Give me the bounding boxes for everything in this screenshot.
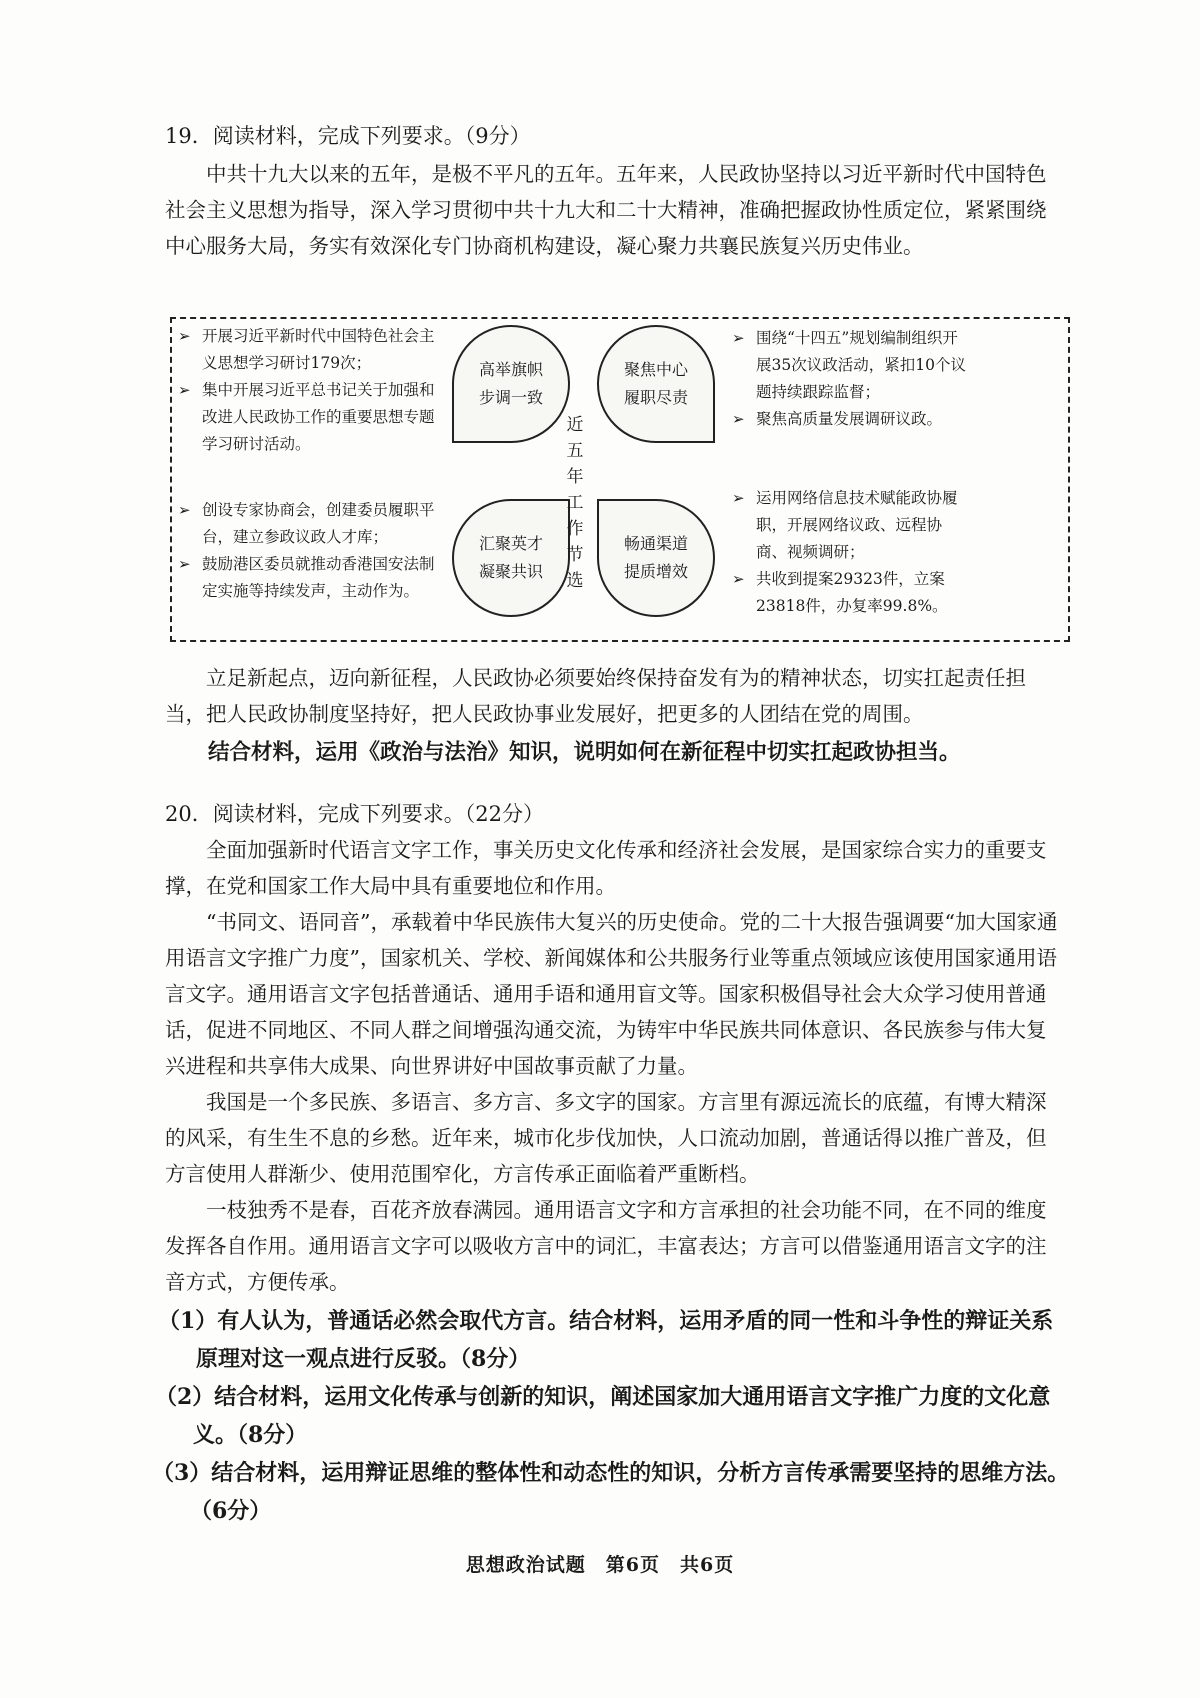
q20-sub2: （2）结合材料，运用文化传承与创新的知识，阐述国家加大通用语言文字推广力度的文化意义。（8分） <box>155 1384 1051 1448</box>
q20-heading: 20．阅读材料，完成下列要求。（22分） <box>165 802 544 826</box>
petal-bottom-right: 畅通渠道 提质增效 <box>597 499 715 617</box>
petal-bottom-left: 汇聚英才 凝聚共识 <box>452 499 570 617</box>
br-items <box>732 485 967 620</box>
q20-p2: “书同文、语同音”，承载着中华民族伟大复兴的历史使命。党的二十大报告强调要“加大国家通用语言文字推广力度”，国家机关、学校、新闻媒体和公共服务行业等重点领域应该使用国家通用语言文字。通用语言文字包括普通话、通用手语和通用盲文等。国家积极倡导社会大众学习使用普通话，促进不同地区、不同人群之间增强沟通交流，为铸牢中华民族共同体意识、各民族参与伟大复兴进程和共享伟大成果、向世界讲好中国故事贡献了力量。 <box>165 910 1058 1078</box>
q19-after: 立足新起点，迈向新征程，人民政协必须要始终保持奋发有为的精神状态，切实扛起责任担当，把人民政协制度坚持好，把人民政协事业发展好，把更多的人团结在党的周围。 <box>165 666 1026 726</box>
q19-diagram <box>170 317 1070 642</box>
tr-item: ➢ 聚焦高质量发展调研议政。 <box>732 406 967 433</box>
bl-item: ➢ 鼓励港区委员就推动香港国安法制定实施等持续发声，主动作为。 <box>178 551 440 605</box>
tr-items <box>732 325 967 433</box>
bl-items <box>178 497 440 605</box>
br-item: ➢ 共收到提案29323件，立案23818件，办复率99.8%。 <box>732 566 967 620</box>
tr-item: ➢ 围绕“十四五”规划编制组织开展35次议政活动，紧扣10个议题持续跟踪监督； <box>732 325 967 406</box>
bl-item: ➢ 创设专家协商会，创建委员履职平台，建立参政议政人才库； <box>178 497 440 551</box>
q19-heading: 19．阅读材料，完成下列要求。（9分） <box>165 124 531 148</box>
tl-item: ➢ 开展习近平新时代中国特色社会主义思想学习研讨179次； <box>178 323 440 377</box>
q20-p3: 我国是一个多民族、多语言、多方言、多文字的国家。方言里有源远流长的底蕴，有博大精深的风采，有生生不息的乡愁。近年来，城市化步伐加快，人口流动加剧，普通话得以推广普及，但方言使用人群渐少、使用范围窄化，方言传承正面临着严重断档。 <box>165 1090 1047 1186</box>
q20-p1: 全面加强新时代语言文字工作，事关历史文化传承和经济社会发展，是国家综合实力的重要支撑，在党和国家工作大局中具有重要地位和作用。 <box>165 838 1047 898</box>
petal-top-left: 高举旗帜 步调一致 <box>452 325 570 443</box>
q19-intro: 中共十九大以来的五年，是极不平凡的五年。五年来，人民政协坚持以习近平新时代中国特色社会主义思想为指导，深入学习贯彻中共十九大和二十大精神，准确把握政协性质定位，紧紧围绕中心服务大局，务实有效深化专门协商机构建设，凝心聚力共襄民族复兴历史伟业。 <box>165 162 1047 258</box>
tl-items <box>178 323 440 458</box>
q20-sub1: （1）有人认为，普通话必然会取代方言。结合材料，运用矛盾的同一性和斗争性的辩证关系原理对这一观点进行反驳。（8分） <box>158 1308 1054 1372</box>
page-footer: 思想政治试题 第6页 共6页 <box>465 1554 735 1576</box>
q20-p4: 一枝独秀不是春，百花齐放春满园。通用语言文字和方言承担的社会功能不同，在不同的维度发挥各自作用。通用语言文字可以吸收方言中的词汇，丰富表达；方言可以借鉴通用语言文字的注音方式，方便传承。 <box>165 1198 1047 1294</box>
petal-top-right: 聚焦中心 履职尽责 <box>597 325 715 443</box>
br-item: ➢ 运用网络信息技术赋能政协履职，开展网络议政、远程协商、视频调研； <box>732 485 967 566</box>
diagram-center-label: 近五年工作节选 <box>566 415 584 591</box>
q20-sub3: （3）结合材料，运用辩证思维的整体性和动态性的知识，分析方言传承需要坚持的思维方法。（6分） <box>152 1460 1070 1524</box>
tl-item: ➢ 集中开展习近平总书记关于加强和改进人民政协工作的重要思想专题学习研讨活动。 <box>178 377 440 458</box>
q19-task: 结合材料，运用《政治与法治》知识，说明如何在新征程中切实扛起政协担当。 <box>208 740 961 765</box>
